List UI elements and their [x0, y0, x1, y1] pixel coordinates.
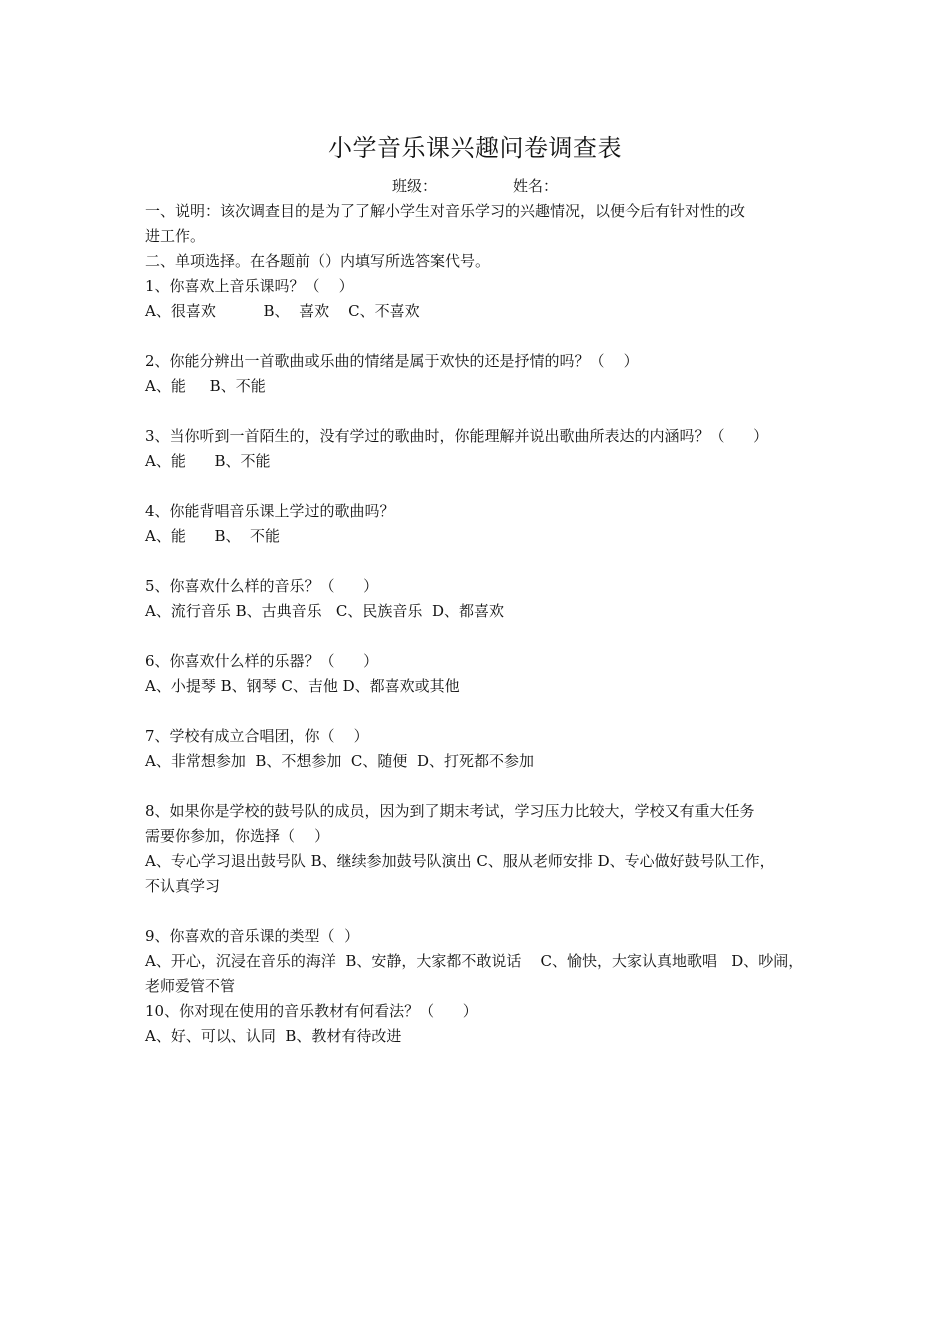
- question-options: A、能 B、 不能: [145, 527, 281, 545]
- question-9: [145, 924, 815, 999]
- question-text: 5、你喜欢什么样的音乐？（ ）: [145, 577, 379, 595]
- question-text: 6、你喜欢什么样的乐器？（ ）: [145, 652, 379, 670]
- name-label: 姓名：: [513, 177, 559, 195]
- section-heading: 二、单项选择。在各题前（）内填写所选答案代号。: [145, 252, 491, 270]
- question-options: A、开心，沉浸在音乐的海洋 B、安静，大家都不敢说话 C、愉快，大家认真地歌唱 D、吵闹，: [145, 952, 804, 970]
- question-3: [145, 424, 815, 474]
- question-options: A、流行音乐 B、古典音乐 C、民族音乐 D、都喜欢: [145, 602, 504, 620]
- question-text-continued: 需要你参加，你选择（ ）: [145, 827, 330, 845]
- question-options: A、很喜欢 B、 喜欢 C、不喜欢: [145, 302, 420, 320]
- question-options-continued: 老师爱管不管: [145, 977, 236, 995]
- question-options-continued: 不认真学习: [145, 877, 221, 895]
- question-8: [145, 799, 815, 899]
- intro-line-2: 进工作。: [145, 227, 206, 245]
- question-4: [145, 499, 815, 549]
- question-text: 4、你能背唱音乐课上学过的歌曲吗？: [145, 502, 395, 520]
- question-options: A、非常想参加 B、不想参加 C、随便 D、打死都不参加: [145, 752, 534, 770]
- class-label: 班级：: [391, 177, 437, 195]
- page-title: 小学音乐课兴趣问卷调查表: [328, 134, 622, 162]
- question-text: 1、你喜欢上音乐课吗？（ ）: [145, 277, 354, 295]
- question-5: [145, 574, 815, 624]
- question-text: 3、当你听到一首陌生的，没有学过的歌曲时，你能理解并说出歌曲所表达的内涵吗？（ ）: [145, 427, 769, 445]
- question-text: 9、你喜欢的音乐课的类型（ ）: [145, 927, 360, 945]
- intro-line-1: 一、说明：该次调查目的是为了了解小学生对音乐学习的兴趣情况，以便今后有针对性的改: [145, 202, 746, 220]
- question-7: [145, 724, 815, 774]
- question-10: [145, 999, 815, 1049]
- question-6: [145, 649, 815, 699]
- question-1: [145, 274, 815, 324]
- question-text: 7、学校有成立合唱团，你（ ）: [145, 727, 369, 745]
- question-options: A、小提琴 B、钢琴 C、吉他 D、都喜欢或其他: [145, 677, 460, 695]
- question-text: 10、你对现在使用的音乐教材有何看法？（ ）: [145, 1002, 478, 1020]
- question-options: A、专心学习退出鼓号队 B、继续参加鼓号队演出 C、服从老师安排 D、专心做好鼓号队工作，: [145, 852, 775, 870]
- question-text: 8、如果你是学校的鼓号队的成员，因为到了期末考试，学习压力比较大，学校又有重大任务: [145, 802, 755, 820]
- question-2: [145, 349, 815, 399]
- document-body: [145, 199, 815, 1049]
- question-options: A、能 B、不能: [145, 377, 266, 395]
- question-text: 2、你能分辨出一首歌曲或乐曲的情绪是属于欢快的还是抒情的吗？（ ）: [145, 352, 639, 370]
- question-options: A、能 B、不能: [145, 452, 271, 470]
- question-options: A、好、可以、认同 B、教材有待改进: [145, 1027, 402, 1045]
- form-header: [0, 174, 950, 198]
